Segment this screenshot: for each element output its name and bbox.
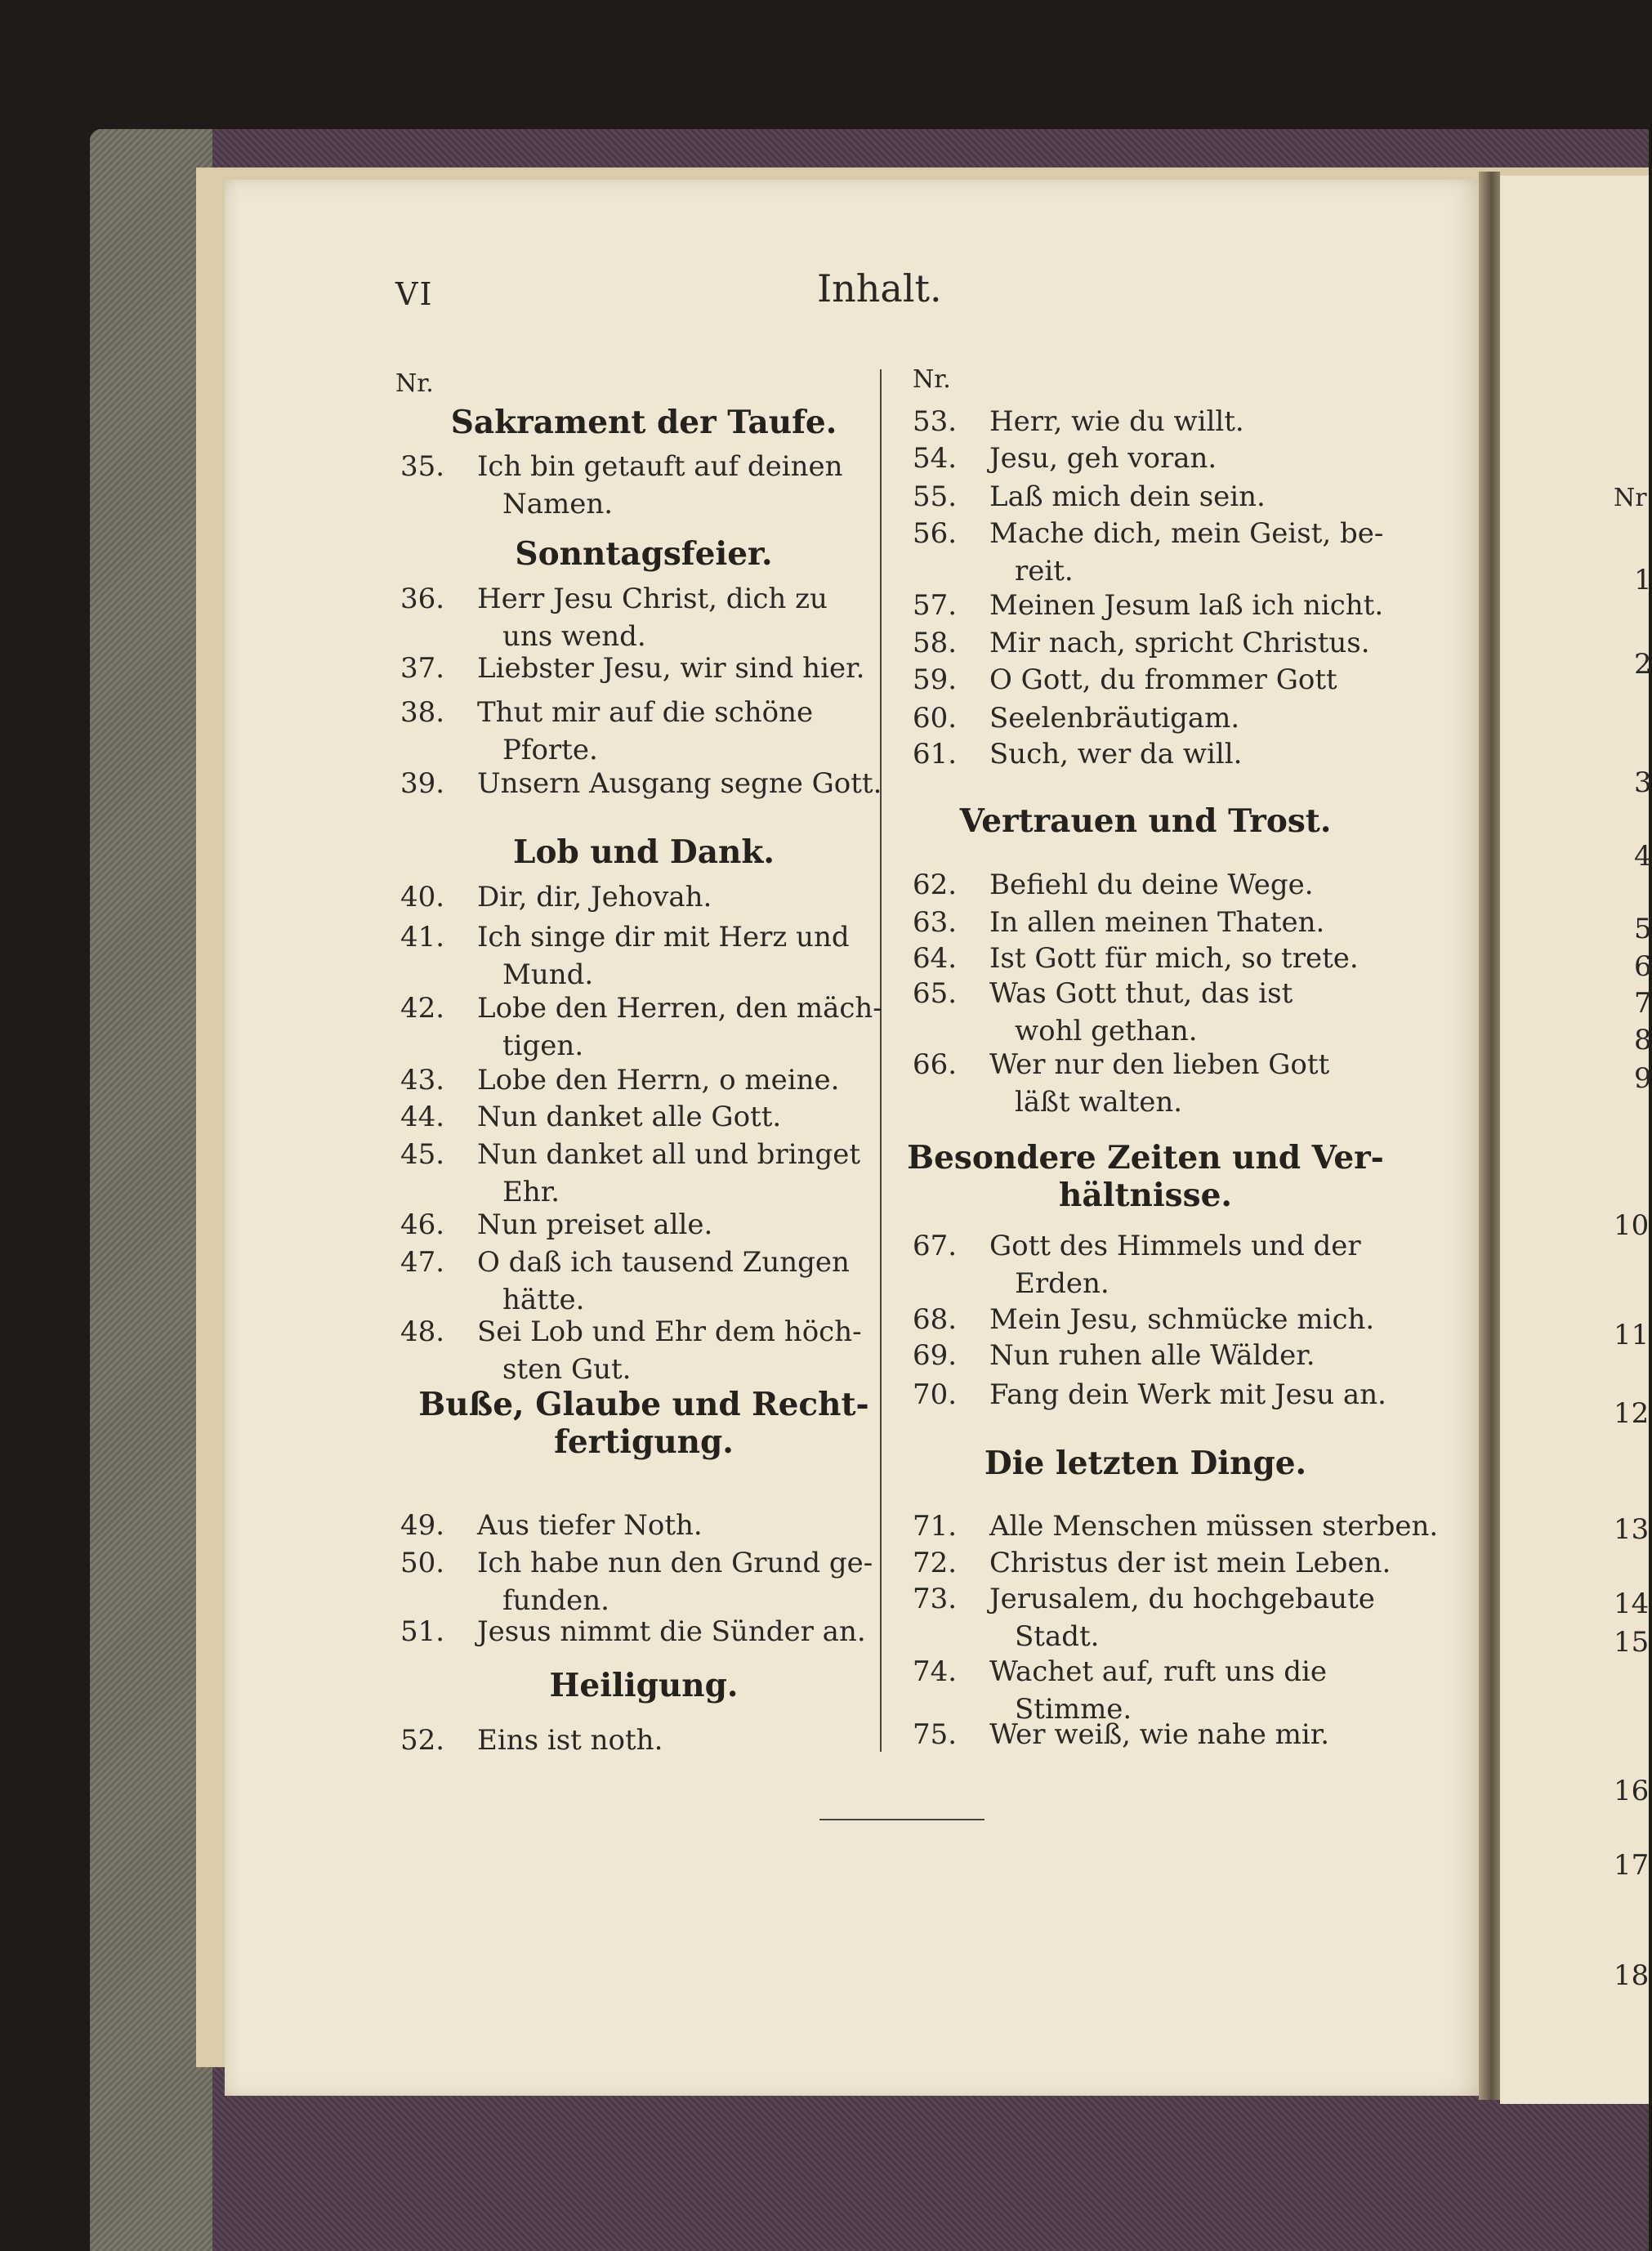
hymn-title-line: Unsern Ausgang segne Gott. — [477, 767, 882, 800]
end-rule — [819, 1819, 985, 1820]
hymn-number: 75. — [913, 1718, 958, 1751]
section-heading-line: Sonntagsfeier. — [515, 535, 773, 573]
hymn-number: 51. — [400, 1615, 445, 1648]
facing-hymn-number: 17 — [1614, 1849, 1650, 1882]
facing-nr-label: Nr — [1614, 484, 1647, 512]
hymn-number: 70. — [913, 1378, 958, 1411]
hymn-number: 44. — [400, 1101, 445, 1133]
facing-hymn-number: 7 — [1634, 987, 1652, 1020]
hymn-number: 56. — [913, 517, 958, 550]
facing-hymn-number: 16 — [1614, 1775, 1650, 1807]
hymn-title-line: Herr, wie du willt. — [989, 405, 1244, 438]
hymn-title-line: Jesus nimmt die Sünder an. — [477, 1615, 866, 1648]
hymn-title-line: Christus der ist mein Leben. — [989, 1547, 1391, 1579]
hymn-title-line: Aus tiefer Noth. — [477, 1509, 703, 1542]
hymn-title-line: Jerusalem, du hochgebaute — [989, 1583, 1375, 1615]
facing-page — [1500, 176, 1649, 2104]
facing-hymn-number: 6 — [1634, 950, 1652, 983]
hymn-number: 65. — [913, 977, 958, 1010]
section-heading-line: hältnisse. — [1059, 1177, 1232, 1214]
facing-hymn-number: 3 — [1634, 766, 1652, 799]
hymn-number: 47. — [400, 1246, 445, 1279]
hymn-title-line: Liebster Jesu, wir sind hier. — [477, 652, 865, 685]
section-heading-line: Vertrauen und Trost. — [959, 802, 1332, 840]
hymn-title-line: Fang dein Werk mit Jesu an. — [989, 1378, 1386, 1411]
facing-hymn-number: 9 — [1634, 1062, 1652, 1095]
facing-hymn-number: 2 — [1634, 648, 1652, 681]
section-heading — [317, 1667, 971, 1704]
hymn-number: 37. — [400, 652, 445, 685]
facing-hymn-number: 8 — [1634, 1024, 1652, 1056]
section-heading-line: Sakrament der Taufe. — [450, 404, 837, 441]
hymn-title-line: Nun preiset alle. — [477, 1208, 713, 1241]
hymn-title-line: Lobe den Herrn, o meine. — [477, 1064, 840, 1096]
hymn-title-line: uns wend. — [502, 620, 646, 653]
facing-hymn-number: 10 — [1614, 1209, 1650, 1242]
hymn-title-line: Wer nur den lieben Gott — [989, 1048, 1330, 1081]
hymn-title-line: funden. — [502, 1584, 609, 1617]
section-heading-line: Buße, Glaube und Recht- — [418, 1386, 869, 1423]
hymn-number: 67. — [913, 1230, 958, 1262]
hymn-title-line: Seelenbräutigam. — [989, 702, 1240, 735]
hymn-title-line: wohl gethan. — [1015, 1015, 1198, 1047]
page-title: Inhalt. — [817, 266, 942, 310]
hymn-title-line: Herr Jesu Christ, dich zu — [477, 583, 828, 615]
hymn-number: 71. — [913, 1510, 958, 1543]
hymn-title-line: In allen meinen Thaten. — [989, 906, 1325, 939]
hymn-title-line: Meinen Jesum laß ich nicht. — [989, 589, 1384, 622]
hymn-title-line: Sei Lob und Ehr dem höch- — [477, 1315, 862, 1348]
facing-hymn-number: 4 — [1634, 840, 1652, 873]
hymn-number: 62. — [913, 869, 958, 901]
facing-hymn-number: 11 — [1614, 1319, 1650, 1351]
hymn-title-line: Thut mir auf die schöne — [477, 696, 814, 729]
hymn-title-line: Mund. — [502, 958, 594, 991]
hymn-title-line: Lobe den Herren, den mäch- — [477, 992, 882, 1025]
page-gutter — [1479, 172, 1500, 2100]
hymn-number: 64. — [913, 942, 958, 975]
hymn-title-line: Alle Menschen müssen sterben. — [989, 1510, 1439, 1543]
section-heading-line: Heiligung. — [549, 1667, 739, 1704]
hymn-title-line: Ehr. — [502, 1176, 560, 1208]
section-heading-line: Lob und Dank. — [513, 833, 775, 871]
hymn-number: 40. — [400, 881, 445, 913]
hymn-number: 43. — [400, 1064, 445, 1096]
hymn-title-line: Nun danket alle Gott. — [477, 1101, 782, 1133]
facing-hymn-number: 1 — [1634, 564, 1652, 596]
hymn-number: 55. — [913, 480, 958, 513]
facing-hymn-number: 18 — [1614, 1959, 1650, 1992]
hymn-number: 72. — [913, 1547, 958, 1579]
hymn-number: 46. — [400, 1208, 445, 1241]
hymn-title-line: Laß mich dein sein. — [989, 480, 1266, 513]
section-heading — [317, 535, 971, 573]
page-folio: VI — [395, 276, 434, 312]
hymn-number: 39. — [400, 767, 445, 800]
hymn-number: 53. — [913, 405, 958, 438]
facing-hymn-number: 12 — [1614, 1397, 1650, 1430]
hymn-number: 50. — [400, 1547, 445, 1579]
hymn-number: 59. — [913, 663, 958, 696]
hymn-title-line: Ist Gott für mich, so trete. — [989, 942, 1359, 975]
hymn-title-line: hätte. — [502, 1284, 585, 1316]
hymn-number: 63. — [913, 906, 958, 939]
hymn-title-line: Nun danket all und bringet — [477, 1138, 861, 1171]
facing-hymn-number: 14 — [1614, 1588, 1650, 1620]
hymn-title-line: Stadt. — [1015, 1620, 1100, 1653]
hymn-title-line: Ich singe dir mit Herz und — [477, 921, 850, 954]
hymn-title-line: Wer weiß, wie nahe mir. — [989, 1718, 1330, 1751]
section-heading — [819, 1139, 1472, 1214]
facing-hymn-number: 13 — [1614, 1513, 1650, 1546]
hymn-number: 73. — [913, 1583, 958, 1615]
column-divider — [880, 369, 882, 1752]
hymn-number: 66. — [913, 1048, 958, 1081]
hymn-title-line: Eins ist noth. — [477, 1724, 663, 1757]
hymn-number: 68. — [913, 1303, 958, 1336]
hymn-number: 60. — [913, 702, 958, 735]
right-nr-label: Nr. — [913, 365, 951, 394]
section-heading-line: Besondere Zeiten und Ver- — [907, 1139, 1384, 1177]
hymn-title-line: Pforte. — [502, 734, 598, 766]
section-heading — [819, 1445, 1472, 1482]
hymn-number: 54. — [913, 442, 958, 475]
hymn-title-line: Stimme. — [1015, 1693, 1132, 1726]
hymn-number: 36. — [400, 583, 445, 615]
section-heading — [819, 802, 1472, 840]
hymn-title-line: O Gott, du frommer Gott — [989, 663, 1337, 696]
left-nr-label: Nr. — [395, 369, 434, 398]
hymn-number: 52. — [400, 1724, 445, 1757]
facing-hymn-number: 5 — [1634, 913, 1652, 945]
section-heading — [317, 404, 971, 441]
hymn-title-line: Namen. — [502, 488, 614, 520]
hymn-title-line: Befiehl du deine Wege. — [989, 869, 1314, 901]
book-spine-cloth — [90, 129, 212, 2251]
section-heading-line: Die letzten Dinge. — [984, 1445, 1307, 1482]
hymn-title-line: Such, wer da will. — [989, 738, 1243, 770]
hymn-title-line: Ich habe nun den Grund ge- — [477, 1547, 873, 1579]
hymn-title-line: sten Gut. — [502, 1353, 632, 1386]
section-heading-line: fertigung. — [554, 1423, 734, 1461]
hymn-title-line: Dir, dir, Jehovah. — [477, 881, 712, 913]
hymn-title-line: Nun ruhen alle Wälder. — [989, 1339, 1315, 1372]
hymn-title-line: reit. — [1015, 555, 1074, 587]
hymn-number: 57. — [913, 589, 958, 622]
hymn-title-line: Mein Jesu, schmücke mich. — [989, 1303, 1375, 1336]
facing-hymn-number: 15 — [1614, 1626, 1650, 1659]
hymn-title-line: Was Gott thut, das ist — [989, 977, 1293, 1010]
hymn-number: 45. — [400, 1138, 445, 1171]
hymn-title-line: läßt walten. — [1015, 1086, 1183, 1119]
hymn-number: 48. — [400, 1315, 445, 1348]
hymn-number: 35. — [400, 450, 445, 483]
hymn-number: 58. — [913, 627, 958, 659]
hymn-number: 42. — [400, 992, 445, 1025]
hymn-title-line: Gott des Himmels und der — [989, 1230, 1361, 1262]
hymn-title-line: Jesu, geh voran. — [989, 442, 1217, 475]
hymn-title-line: Mir nach, spricht Christus. — [989, 627, 1370, 659]
hymn-title-line: tigen. — [502, 1029, 584, 1062]
hymn-number: 41. — [400, 921, 445, 954]
hymn-number: 49. — [400, 1509, 445, 1542]
hymn-number: 61. — [913, 738, 958, 770]
hymn-title-line: Mache dich, mein Geist, be- — [989, 517, 1384, 550]
hymn-number: 38. — [400, 696, 445, 729]
hymn-title-line: Ich bin getauft auf deinen — [477, 450, 843, 483]
hymn-title-line: Wachet auf, ruft uns die — [989, 1655, 1327, 1688]
hymn-number: 69. — [913, 1339, 958, 1372]
hymn-number: 74. — [913, 1655, 958, 1688]
hymn-title-line: O daß ich tausend Zungen — [477, 1246, 850, 1279]
hymn-title-line: Erden. — [1015, 1267, 1110, 1300]
